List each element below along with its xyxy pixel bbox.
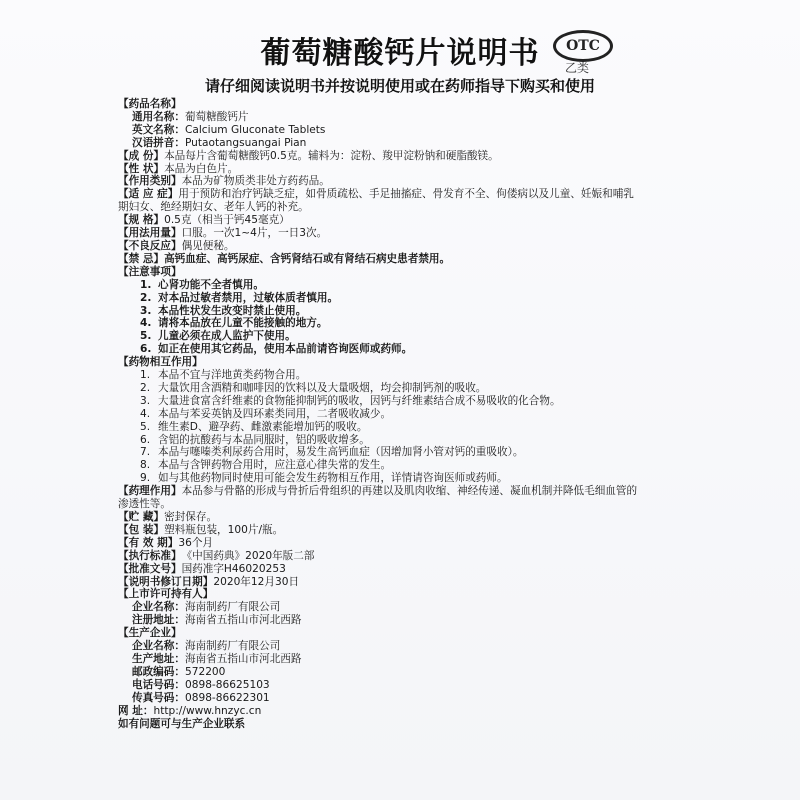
- generic-name-row: [118, 111, 638, 124]
- interaction-number: 9.: [140, 472, 151, 485]
- contraindication-text: 高钙血症、高钙尿症、含钙肾结石或有肾结石病史患者禁用。: [164, 252, 451, 265]
- pharmacology-text: 本品参与骨骼的形成与骨折后骨组织的再建以及肌肉收缩、神经传递、凝血机制并降低毛细血管的渗透性等。: [118, 485, 638, 511]
- pharmacology-label: 【药理作用】: [118, 485, 182, 498]
- contraindication-section: [118, 253, 638, 266]
- ingredients-label: 【成 份】: [118, 149, 165, 162]
- appearance-label: 【性 状】: [118, 162, 165, 175]
- interaction-item: [118, 421, 638, 434]
- validity-text: 36个月: [178, 536, 214, 549]
- otc-category: 乙类: [565, 61, 590, 75]
- interaction-text: 本品与苯妥英钠及四环素类同用，二者吸收减少。: [158, 407, 392, 420]
- validity-section: [118, 537, 638, 550]
- revision-text: 2020年12月30日: [213, 575, 300, 588]
- precaution-text: 请将本品放在儿童不能接触的地方。: [158, 317, 328, 330]
- usage-warning: 请仔细阅读说明书并按说明使用或在药师指导下购买和使用: [204, 77, 595, 95]
- pinyin-label: 汉语拼音：: [132, 136, 185, 149]
- interaction-text: 大量进食富含纤维素的食物能抑制钙的吸收，因钙与纤维素结合成不易吸收的化合物。: [158, 394, 561, 407]
- approval-text: 国药准字H46020253: [181, 562, 286, 575]
- interaction-text: 含铝的抗酸药与本品同服时，铝的吸收增多。: [158, 433, 370, 446]
- precaution-number: 1.: [140, 278, 152, 291]
- package-text: 塑料瓶包装，100片/瓶。: [164, 523, 284, 536]
- precaution-number: 5.: [140, 330, 152, 343]
- precaution-item: [118, 292, 638, 305]
- spec-text: 0.5克（相当于钙45毫克）: [164, 214, 290, 227]
- storage-text: 密封保存。: [164, 511, 218, 523]
- approval-label: 【批准文号】: [118, 562, 182, 575]
- appearance-section: [118, 163, 638, 176]
- mah-name-label: 企业名称：: [132, 601, 185, 614]
- pharmacology-section: [118, 485, 638, 511]
- contraindication-label: 【禁 忌】: [118, 252, 165, 265]
- precaution-number: 3.: [140, 304, 152, 317]
- pinyin-value: Putaotangsuangai Pian: [184, 136, 307, 149]
- english-name-value: Calcium Gluconate Tablets: [184, 123, 326, 136]
- generic-name-value: 葡萄糖酸钙片: [184, 110, 249, 123]
- manufacturer-name-label: 企业名称：: [132, 640, 185, 653]
- english-name-row: [118, 124, 638, 137]
- package-label: 【包 装】: [118, 523, 165, 536]
- spec-label: 【规 格】: [118, 214, 165, 227]
- document-title: 葡萄糖酸钙片说明书: [260, 36, 540, 71]
- manufacturer-address-label: 生产地址：: [132, 652, 185, 665]
- interaction-number: 8.: [140, 459, 151, 472]
- appearance-text: 本品为白色片。: [164, 162, 239, 175]
- precaution-item: [118, 279, 638, 292]
- mah-address-label: 注册地址：: [132, 614, 185, 627]
- precaution-item: [118, 330, 638, 343]
- interactions-header: 【药物相互作用】: [118, 356, 203, 369]
- adverse-label: 【不良反应】: [118, 239, 182, 252]
- manufacturer-postal-value: 572200: [184, 665, 226, 678]
- precaution-number: 2.: [140, 291, 152, 304]
- mah-address-value: 海南省五指山市河北西路: [184, 614, 302, 627]
- standard-section: [118, 550, 638, 563]
- storage-label: 【贮 藏】: [118, 511, 165, 523]
- mah-header: 【上市许可持有人】: [118, 588, 214, 601]
- interaction-item: [118, 382, 638, 395]
- dosage-section: [118, 227, 638, 240]
- interaction-text: 本品与含钾药物合用时，应注意心律失常的发生。: [158, 459, 392, 472]
- interaction-number: 4.: [140, 407, 151, 420]
- manufacturer-postal-label: 邮政编码：: [132, 665, 185, 678]
- indication-text: 用于预防和治疗钙缺乏症，如骨质疏松、手足抽搐症、骨发育不全、佝偻病以及儿童、妊娠和哺乳期妇女、绝经期妇女、老年人钙的补充。: [118, 188, 634, 214]
- standard-text: 《中国药典》2020年版二部: [181, 549, 315, 562]
- manufacturer-address-row: [118, 653, 638, 666]
- interaction-item: [118, 459, 638, 472]
- manufacturer-header: 【生产企业】: [118, 627, 182, 640]
- precaution-text: 本品性状发生改变时禁止使用。: [158, 304, 307, 317]
- footer-note: 如有问题可与生产企业联系: [118, 717, 246, 730]
- interaction-item: [118, 434, 638, 447]
- manufacturer-phone-row: [118, 679, 638, 692]
- manufacturer-phone-value: 0898-86625103: [184, 678, 270, 691]
- pinyin-row: [118, 137, 638, 150]
- interaction-text: 维生素D、避孕药、雌激素能增加钙的吸收。: [158, 420, 368, 433]
- interaction-number: 2.: [140, 381, 151, 394]
- revision-label: 【说明书修订日期】: [118, 575, 214, 588]
- precaution-text: 如正在使用其它药品，使用本品前请咨询医师或药师。: [158, 343, 413, 356]
- category-label: 【作用类别】: [118, 175, 182, 188]
- category-section: [118, 175, 638, 188]
- precautions-header: 【注意事项】: [118, 265, 182, 278]
- precaution-item: [118, 317, 638, 330]
- precaution-item: [118, 305, 638, 318]
- interaction-item: [118, 369, 638, 382]
- ingredients-text: 本品每片含葡萄糖酸钙0.5克。辅料为：淀粉、羧甲淀粉钠和硬脂酸镁。: [164, 149, 499, 162]
- indication-section: [118, 188, 638, 214]
- interaction-text: 大量饮用含酒精和咖啡因的饮料以及大量吸烟，均会抑制钙剂的吸收。: [158, 381, 487, 394]
- interaction-item: [118, 395, 638, 408]
- manufacturer-web-label: 网 址：: [118, 704, 154, 717]
- english-name-label: 英文名称：: [132, 123, 185, 136]
- storage-section: [118, 511, 638, 524]
- generic-name-label: 通用名称：: [132, 110, 185, 123]
- drug-name-header: 【药品名称】: [118, 98, 182, 110]
- mah-name-row: [118, 601, 638, 614]
- approval-section: [118, 563, 638, 576]
- interaction-item: [118, 408, 638, 421]
- indication-label: 【适 应 症】: [118, 188, 179, 201]
- adverse-section: [118, 240, 638, 253]
- interaction-number: 6.: [140, 433, 151, 446]
- manufacturer-web-row: [118, 705, 638, 718]
- interaction-number: 7.: [140, 446, 151, 459]
- precaution-text: 心肾功能不全者慎用。: [158, 278, 264, 291]
- category-text: 本品为矿物质类非处方药药品。: [181, 175, 330, 188]
- interaction-number: 3.: [140, 394, 151, 407]
- manufacturer-web-value: http://www.hnzyc.cn: [153, 704, 262, 717]
- leaflet-body: [118, 98, 638, 730]
- dosage-label: 【用法用量】: [118, 227, 182, 240]
- precaution-text: 对本品过敏者禁用，过敏体质者慎用。: [158, 291, 339, 304]
- dosage-text: 口服。一次1~4片，一日3次。: [181, 227, 328, 240]
- mah-name-value: 海南制药厂有限公司: [184, 601, 281, 614]
- precaution-number: 4.: [140, 317, 152, 330]
- package-section: [118, 524, 638, 537]
- manufacturer-fax-value: 0898-86622301: [184, 691, 270, 704]
- manufacturer-address-value: 海南省五指山市河北西路: [184, 652, 302, 665]
- spec-section: [118, 214, 638, 227]
- interaction-number: 1.: [140, 369, 151, 382]
- adverse-text: 偶见便秘。: [181, 239, 235, 252]
- interaction-item: [118, 446, 638, 459]
- interaction-text: 本品不宜与洋地黄类药物合用。: [158, 369, 307, 382]
- manufacturer-postal-row: [118, 666, 638, 679]
- precaution-number: 6.: [140, 343, 152, 356]
- manufacturer-phone-label: 电话号码：: [132, 678, 185, 691]
- manufacturer-name-row: [118, 640, 638, 653]
- interaction-item: [118, 472, 638, 485]
- manufacturer-fax-row: [118, 692, 638, 705]
- ingredients-section: [118, 150, 638, 163]
- validity-label: 【有 效 期】: [118, 536, 179, 549]
- manufacturer-name-value: 海南制药厂有限公司: [184, 640, 281, 653]
- interaction-text: 如与其他药物同时使用可能会发生药物相互作用，详情请咨询医师或药师。: [158, 472, 508, 485]
- mah-address-row: [118, 614, 638, 627]
- precaution-item: [118, 343, 638, 356]
- precaution-text: 儿童必须在成人监护下使用。: [158, 330, 296, 343]
- interaction-text: 本品与噻嗪类利尿药合用时，易发生高钙血症（因增加肾小管对钙的重吸收）。: [158, 446, 524, 459]
- manufacturer-fax-label: 传真号码：: [132, 691, 185, 704]
- standard-label: 【执行标准】: [118, 549, 182, 562]
- otc-badge: OTC: [553, 30, 613, 62]
- interaction-number: 5.: [140, 420, 151, 433]
- revision-section: [118, 576, 638, 589]
